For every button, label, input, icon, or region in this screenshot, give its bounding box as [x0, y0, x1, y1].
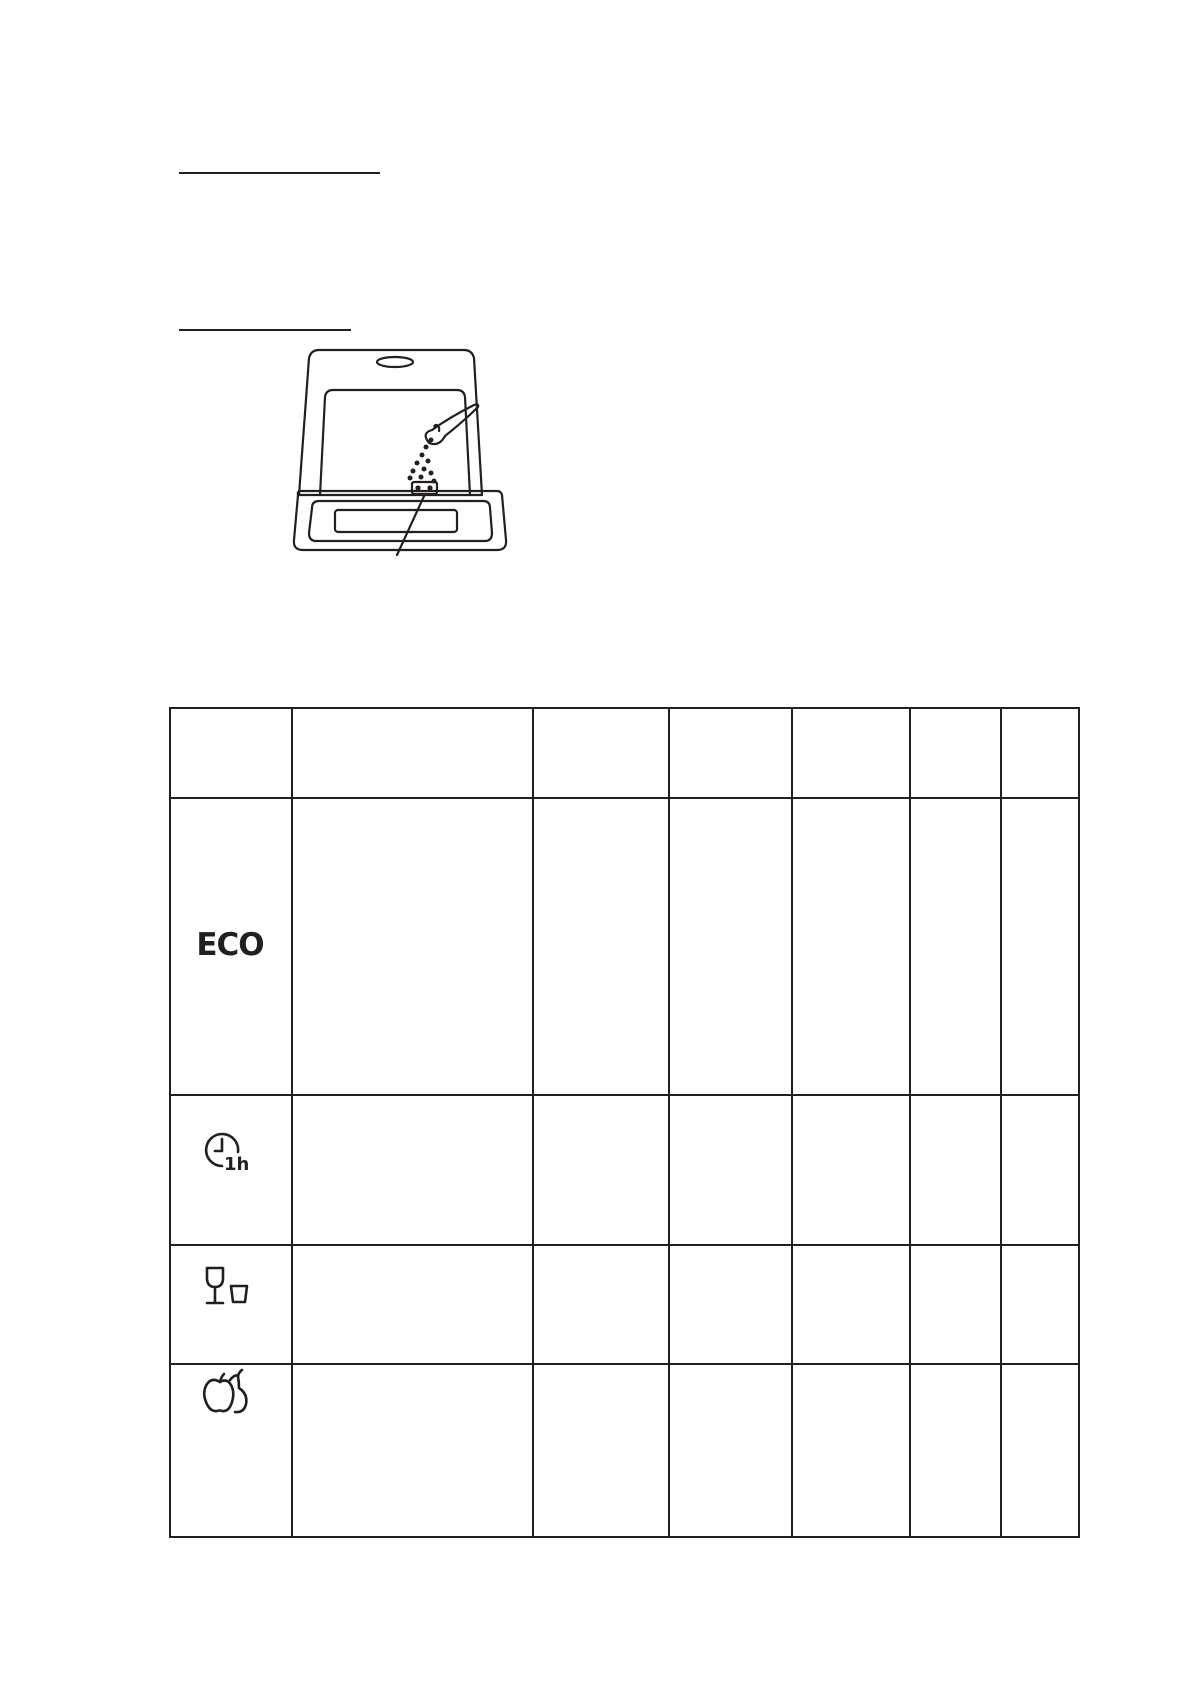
table-column-divider	[668, 707, 670, 1538]
table-border-bottom	[169, 1536, 1080, 1538]
table-column-divider	[909, 707, 911, 1538]
table-column-divider	[1000, 707, 1002, 1538]
eco-text-icon: ECO	[196, 927, 264, 963]
dishwasher-illustration	[285, 345, 510, 595]
table-column-divider	[291, 707, 293, 1538]
svg-text:1h: 1h	[224, 1154, 250, 1175]
dishwasher-body	[299, 350, 482, 495]
table-row-divider	[169, 1094, 1080, 1096]
fruit-icon	[170, 1368, 290, 1420]
table-row-divider	[169, 797, 1080, 799]
clock-1h-icon	[170, 1120, 290, 1180]
section-heading-underline	[179, 172, 380, 174]
table-column-divider	[532, 707, 534, 1538]
table-row-divider	[169, 1363, 1080, 1365]
top-handle	[377, 357, 413, 367]
pointer-line	[397, 494, 425, 555]
glass-icon	[170, 1262, 290, 1312]
table-column-divider	[791, 707, 793, 1538]
program-table	[169, 707, 1080, 1538]
table-border-right	[1078, 707, 1080, 1538]
table-border-top	[169, 707, 1080, 709]
inner-cavity	[325, 390, 470, 495]
table-row-divider	[169, 1244, 1080, 1246]
door-tray	[335, 510, 457, 532]
section-heading-underline	[179, 329, 351, 331]
